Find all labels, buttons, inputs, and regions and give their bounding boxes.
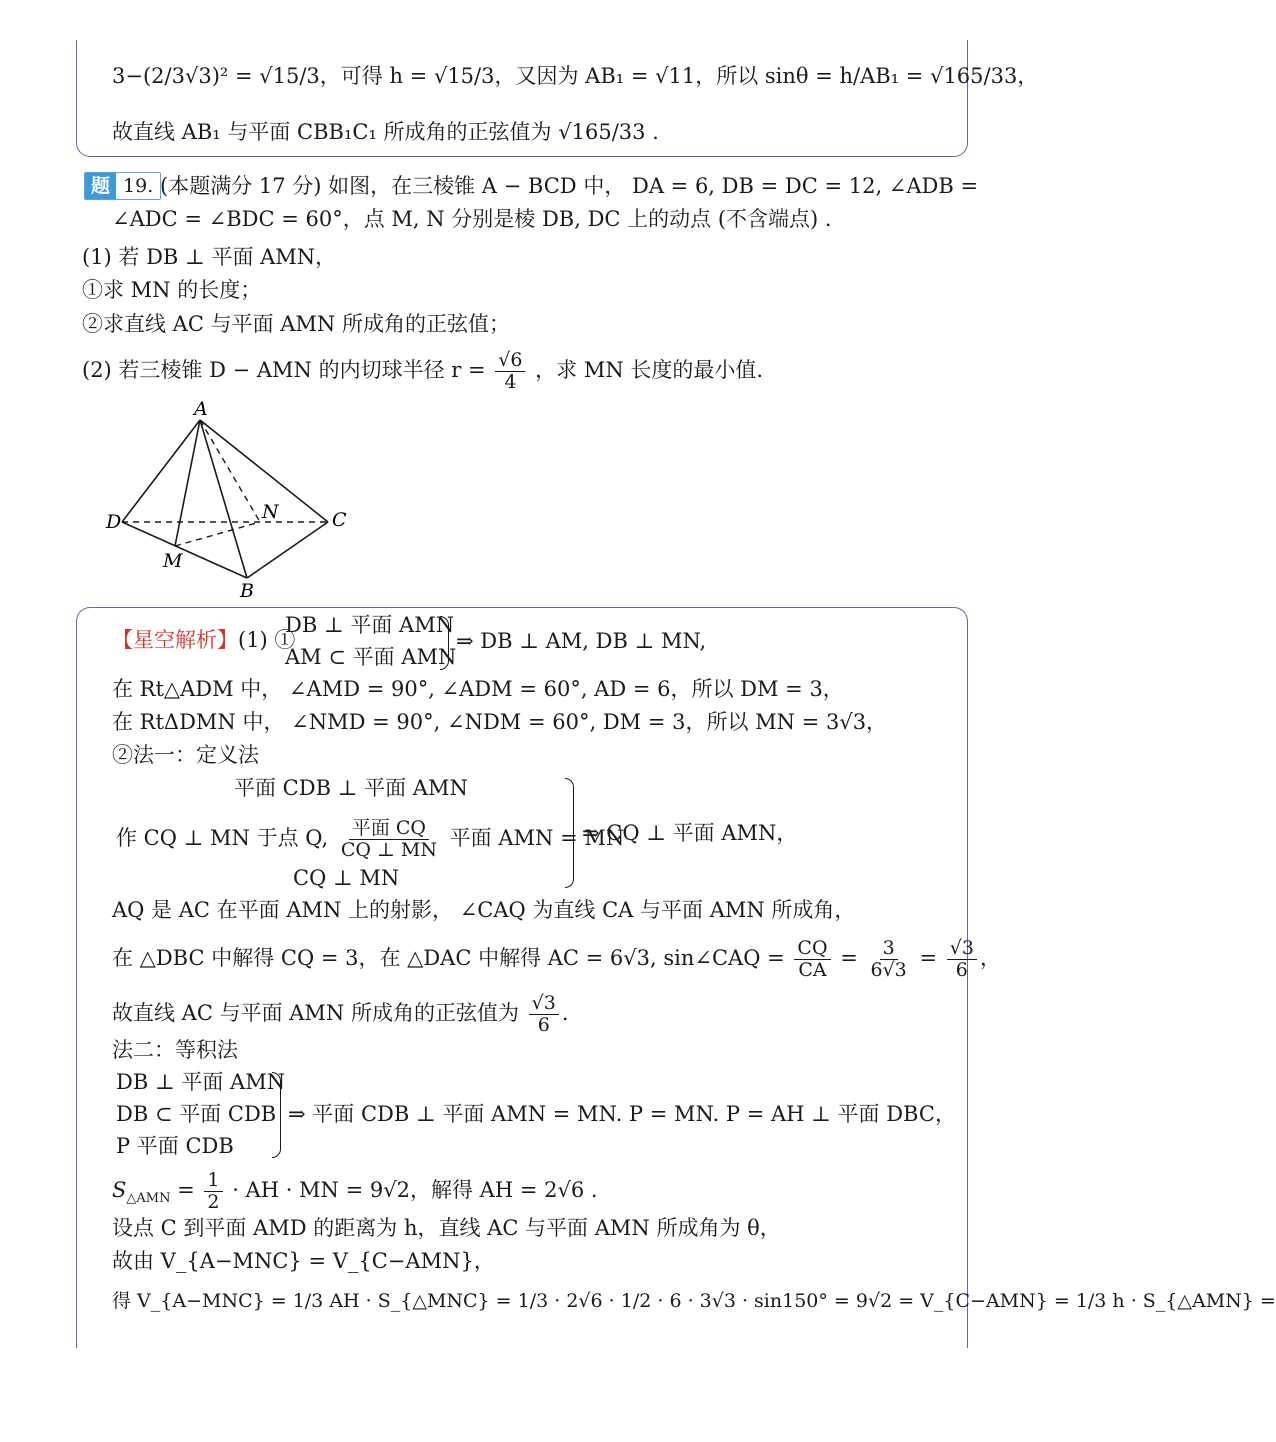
solution-line-3: 在 RtΔDMN 中， ∠NMD = 90°, ∠NDM = 60°, DM = 3，所以 MN = 3√3，: [112, 710, 888, 734]
prev-solution-line-1: 3−(2/3√3)² = √15/3，可得 h = √15/3，又因为 AB₁ = √11，所以 sinθ = h/AB₁ = √165/33，: [112, 64, 1039, 88]
label-N: N: [262, 501, 279, 523]
edge-AB: [200, 420, 247, 578]
solution-line-12: 得 V_{A−MNC} = 1/3 AH · S_{△MNC} = 1/3 · 2√6 · 1/2 · 6 · 3√3 · sin150° = 9√2 = V_{C−AMN} = 1/3 h · S_{△AMN} =: [112, 1290, 1276, 1312]
solution-b1: DB ⊥ 平面 AMN: [116, 1070, 286, 1094]
solution-b-result: ⇒ 平面 CDB ⊥ 平面 AMN = MN. P = MN. P = AH ⊥ 平面 DBC，: [288, 1102, 956, 1126]
brace-1: [440, 616, 449, 670]
edge-AM: [175, 420, 200, 546]
solution-b2: DB ⊂ 平面 CDB: [116, 1102, 277, 1126]
solution-method-1-title: ②法一：定义法: [112, 743, 259, 767]
solution-s1-brace-top: DB ⊥ 平面 AMN: [285, 613, 455, 637]
l6-fraction-3: $\frac{√3}{6}$: [947, 938, 977, 981]
question-badge-tag: 题: [85, 173, 116, 199]
solution-line-9: $S_{\triangle AMN}$ = $\frac{1}{2}$ · AH · MN = 9√2，解得 AH = 2√6 .: [112, 1169, 598, 1213]
solution-m2-result: ⇒ CQ ⊥ 平面 AMN，: [582, 821, 798, 845]
question-stem-line-2: ∠ADC = ∠BDC = 60°，点 M, N 分别是棱 DB, DC 上的动点 (不含端点) .: [112, 207, 832, 231]
label-B: B: [240, 580, 254, 602]
label-C: C: [332, 509, 347, 531]
question-part-1a: ①求 MN 的长度；: [82, 278, 262, 302]
l6-fraction-2: $\frac{3}{6√3}$: [870, 937, 907, 981]
solution-m3: CQ ⊥ MN: [293, 866, 400, 890]
l9-fraction: $\frac{1}{2}$: [204, 1170, 222, 1213]
edge-MN: [175, 522, 260, 546]
edge-AD: [122, 420, 200, 522]
brace-3: [272, 1072, 281, 1158]
question-stem-line-1: (本题满分 17 分) 如图，在三棱锥 A − BCD 中， DA = 6, DB = DC = 12, ∠ADB =: [160, 174, 979, 198]
solution-line-7: 故直线 AC 与平面 AMN 所成角的正弦值为 $\frac{√3}{6}$ .: [112, 992, 569, 1036]
solution-m2: 作 CQ ⊥ MN 于点 Q, $\frac{\text{平面 CQ}}{CQ \perp MN}$ 平面 AMN = MN: [116, 817, 625, 861]
label-A: A: [194, 398, 208, 420]
solution-s1-brace-bottom: AM ⊂ 平面 AMN: [285, 645, 457, 669]
solution-b3: P 平面 CDB: [116, 1134, 234, 1158]
edge-BC: [247, 522, 328, 578]
question-badge: [84, 172, 161, 200]
solution-method-2-title: 法二：等积法: [112, 1038, 238, 1062]
solution-line-5: AQ 是 AC 在平面 AMN 上的射影， ∠CAQ 为直线 CA 与平面 AMN 所成角，: [112, 898, 856, 922]
tetrahedron-figure: [100, 395, 360, 605]
solution-s1-result: ⇒ DB ⊥ AM, DB ⊥ MN,: [456, 629, 707, 653]
solution-m1: 平面 CDB ⊥ 平面 AMN: [234, 776, 468, 800]
solution-line-6: 在 △DBC 中解得 CQ = 3，在 △DAC 中解得 AC = 6√3, sin∠CAQ = $\frac{CQ}{CA}$ = $\frac{3}{6√3}$ = $\frac{√3}{6}$ ，: [112, 937, 1001, 981]
solution-line-11: 故由 V_{A−MNC} = V_{C−AMN}，: [112, 1249, 495, 1273]
m2-fraction: $\frac{\text{平面 CQ}}{CQ \perp MN}$: [340, 817, 437, 861]
prev-solution-line-2: 故直线 AB₁ 与平面 CBB₁C₁ 所成角的正弦值为 √165/33 .: [112, 120, 659, 144]
solution-line-2: 在 Rt△ADM 中， ∠AMD = 90°, ∠ADM = 60°, AD = 6，所以 DM = 3，: [112, 677, 844, 701]
solution-line-10: 设点 C 到平面 AMD 的距离为 h，直线 AC 与平面 AMN 所成角为 θ，: [112, 1216, 781, 1240]
question-part-1b: ②求直线 AC 与平面 AMN 所成角的正弦值；: [82, 312, 510, 336]
solution-header: 【星空解析】(1) ①: [112, 628, 296, 652]
edge-AN: [200, 420, 260, 522]
question-part-1: (1) 若 DB ⊥ 平面 AMN，: [82, 245, 337, 269]
l7-fraction: $\frac{√3}{6}$: [529, 993, 559, 1036]
inradius-fraction: $\frac{√6}{4}$: [495, 350, 525, 393]
question-part-2: (2) 若三棱锥 D − AMN 的内切球半径 r = $\frac{√6}{4}$ ，求 MN 长度的最小值.: [82, 349, 764, 393]
l6-fraction-1: $\frac{CQ}{CA}$: [794, 938, 830, 981]
brace-2: [565, 778, 574, 888]
question-number: 19.: [123, 175, 154, 197]
figure-edges: [122, 420, 328, 578]
label-D: D: [106, 511, 122, 533]
label-M: M: [163, 550, 183, 572]
